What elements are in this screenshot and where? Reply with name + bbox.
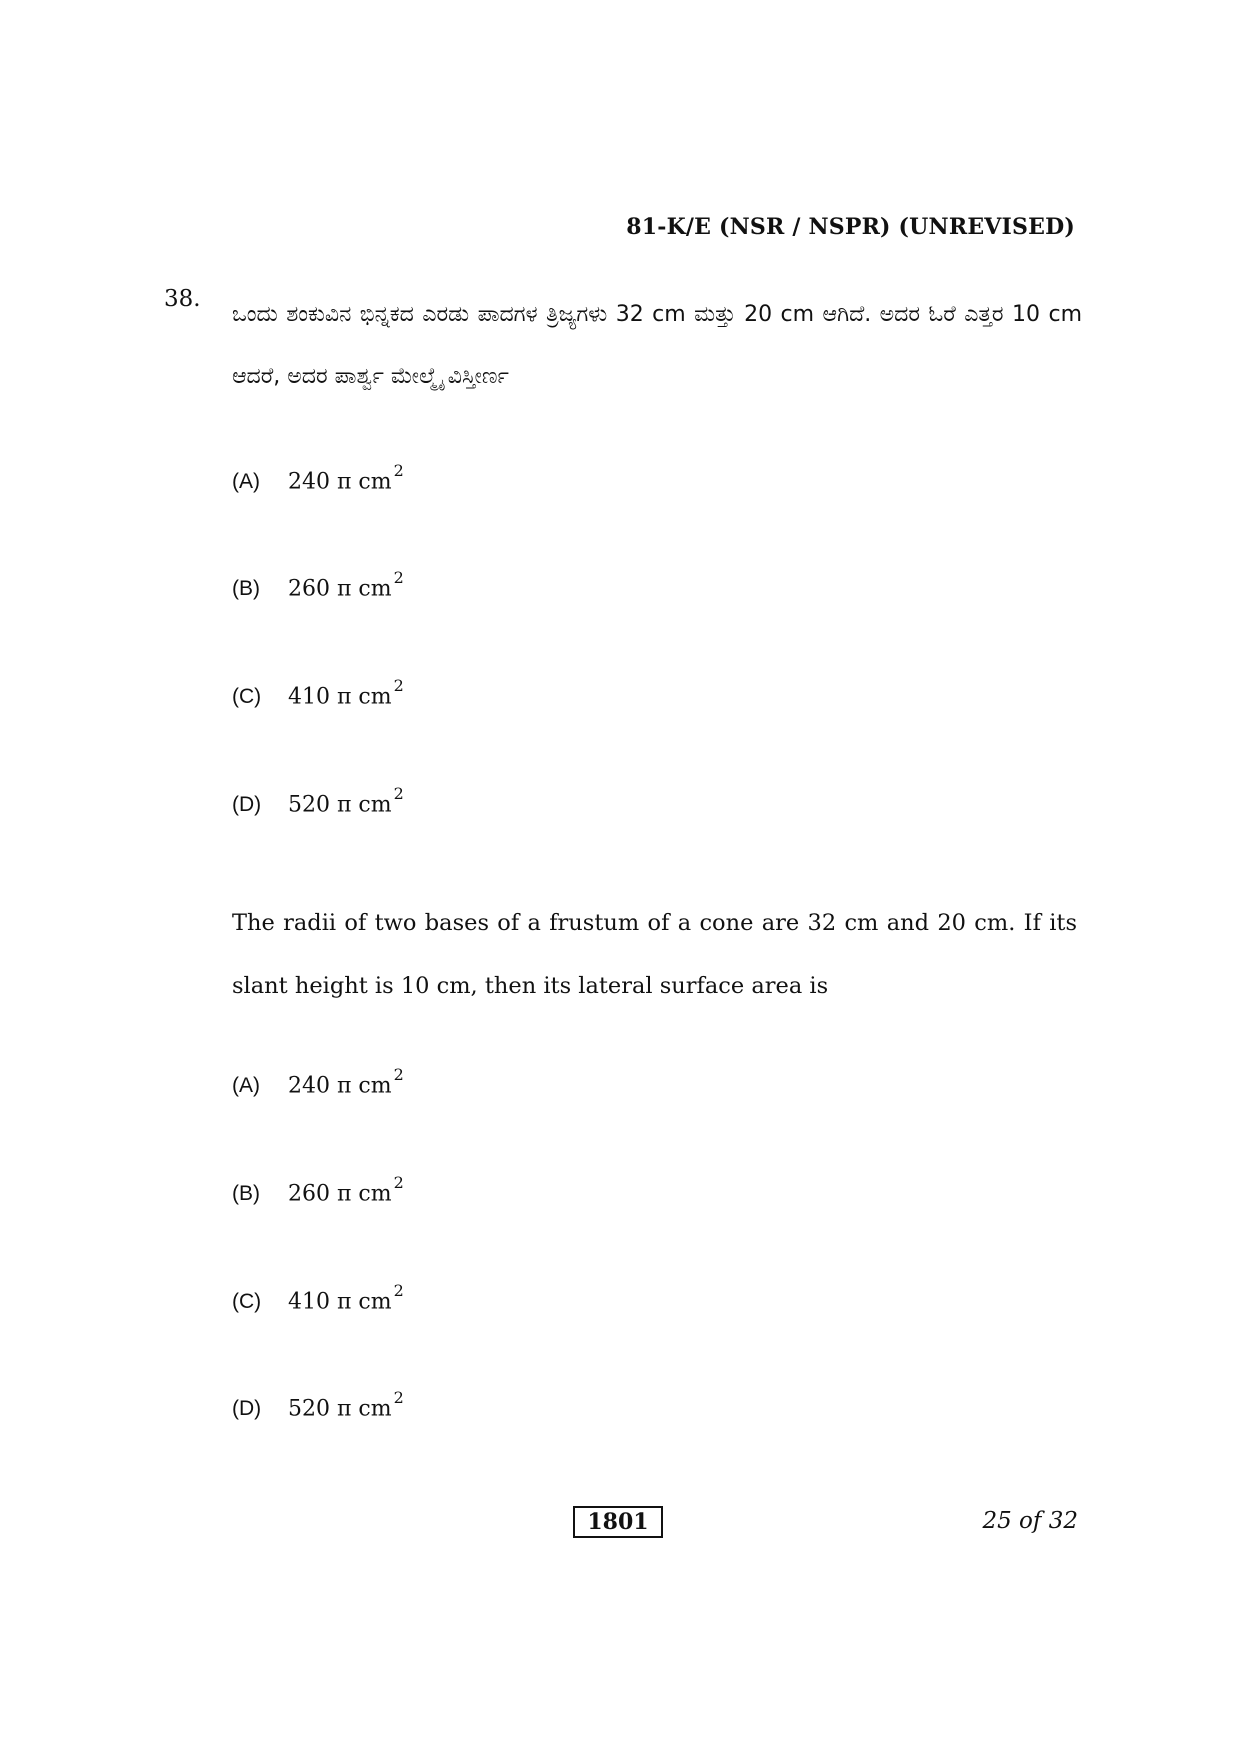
booklet-code-box: 1801 bbox=[573, 1506, 663, 1538]
option-value: 260 π cm bbox=[288, 576, 392, 602]
option-value: 520 π cm bbox=[288, 792, 392, 818]
option-d-kannada bbox=[232, 784, 404, 818]
option-value: 240 π cm bbox=[288, 1073, 392, 1099]
paper-code-header: 81-K/E (NSR / NSPR) (UNREVISED) bbox=[626, 214, 1075, 240]
option-value: 520 π cm bbox=[288, 1396, 392, 1422]
option-b-kannada bbox=[232, 568, 404, 602]
option-exponent: 2 bbox=[393, 1281, 404, 1300]
option-value: 410 π cm bbox=[288, 684, 392, 710]
question-number: 38. bbox=[164, 286, 201, 312]
option-label: (A) bbox=[232, 470, 260, 494]
option-label: (A) bbox=[232, 1074, 260, 1098]
option-exponent: 2 bbox=[393, 568, 404, 587]
page-number: 25 of 32 bbox=[982, 1508, 1078, 1534]
question-text-english: The radii of two bases of a frustum of a cone are 32 cm and 20 cm. If its slant height is 10 cm, then its lateral surface area is bbox=[232, 910, 1077, 999]
option-c-kannada bbox=[232, 676, 404, 710]
option-exponent: 2 bbox=[393, 1388, 404, 1407]
option-exponent: 2 bbox=[393, 676, 404, 695]
option-label: (C) bbox=[232, 1290, 262, 1314]
option-exponent: 2 bbox=[393, 461, 404, 480]
option-a-english bbox=[232, 1065, 404, 1099]
question-text-kannada: ಒಂದು ಶಂಕುವಿನ ಭಿನ್ನಕದ ಎರಡು ಪಾದಗಳ ತ್ರಿಜ್ಯಗಳು 32 cm ಮತ್ತು 20 cm ಆಗಿದೆ. ಅದರ ಓರೆ ಎತ್ತರ 10 cm ಆದರೆ, ಅದರ ಪಾರ್ಶ್ವ ಮೇಲ್ಮೈ ವಿಸ್ತೀರ್ಣ bbox=[232, 302, 1082, 389]
option-label: (D) bbox=[232, 1397, 262, 1421]
option-a-kannada bbox=[232, 461, 404, 495]
option-value: 260 π cm bbox=[288, 1181, 392, 1207]
option-label: (B) bbox=[232, 577, 260, 601]
option-value: 410 π cm bbox=[288, 1289, 392, 1315]
option-c-english bbox=[232, 1281, 404, 1315]
option-exponent: 2 bbox=[393, 1065, 404, 1084]
option-label: (D) bbox=[232, 793, 262, 817]
option-d-english bbox=[232, 1388, 404, 1422]
option-b-english bbox=[232, 1173, 404, 1207]
option-value: 240 π cm bbox=[288, 469, 392, 495]
option-label: (B) bbox=[232, 1182, 260, 1206]
option-exponent: 2 bbox=[393, 784, 404, 803]
option-label: (C) bbox=[232, 685, 262, 709]
option-exponent: 2 bbox=[393, 1173, 404, 1192]
